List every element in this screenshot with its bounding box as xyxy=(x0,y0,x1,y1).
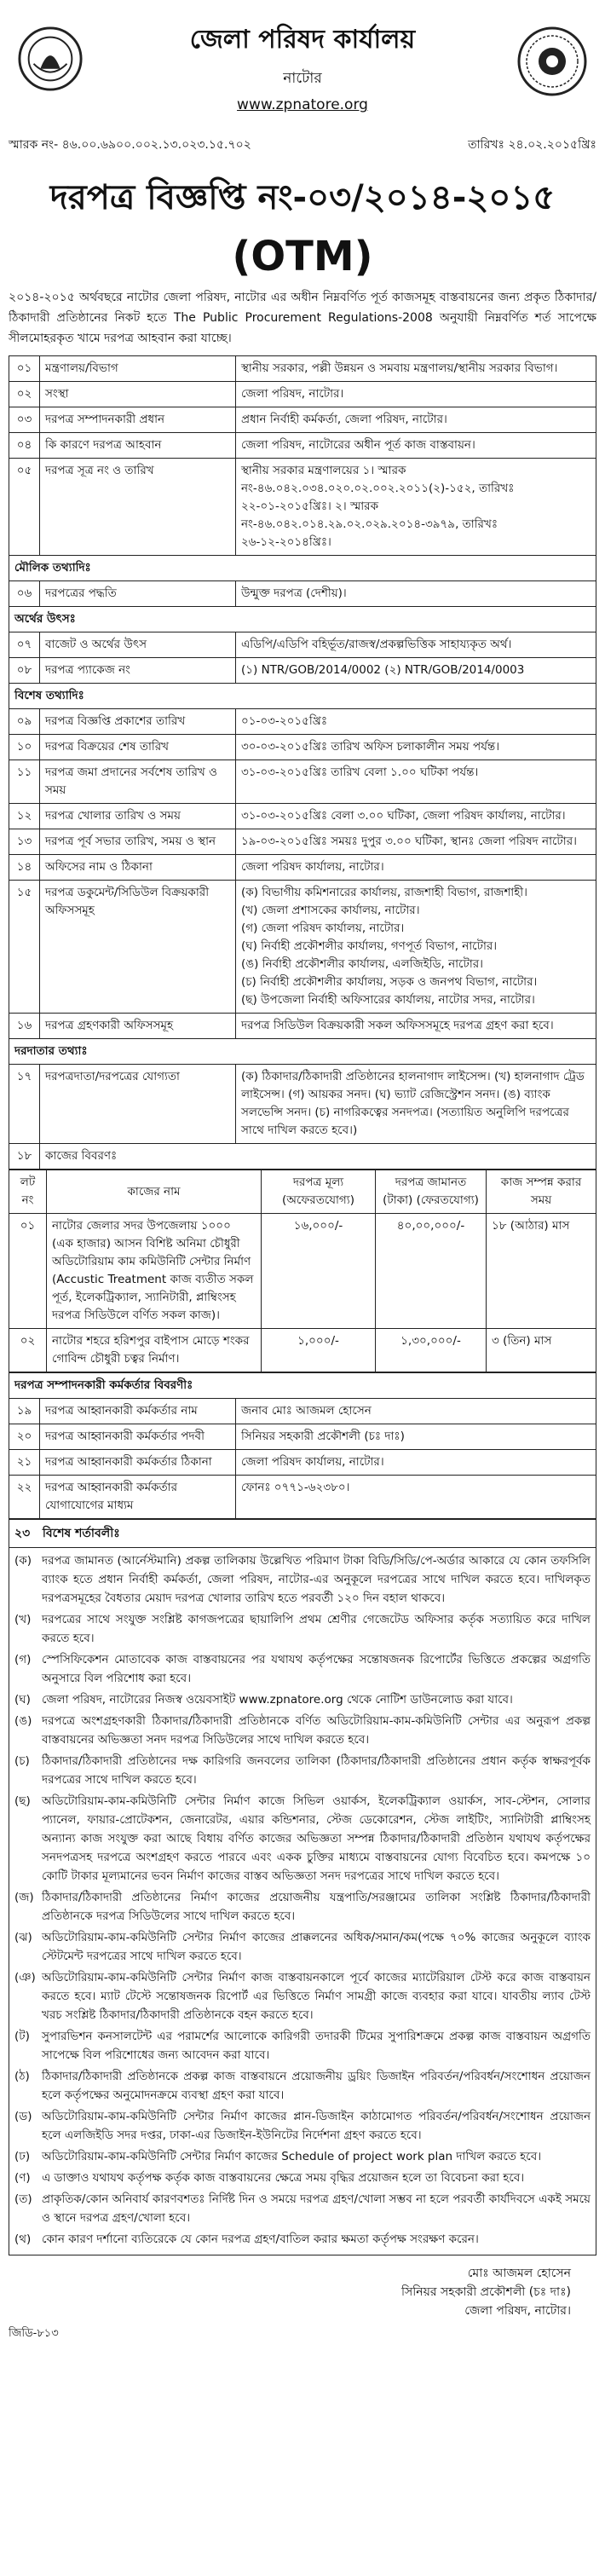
section-heading: বিশেষ তথ্যাদিঃ xyxy=(9,684,596,709)
condition-text: কোন কারণ দর্শানো ব্যতিরেকে যে কোন দরপত্র গ্রহণ/বাতিল করার ক্ষমতা কর্তৃপক্ষ সংরক্ষণ করেন। xyxy=(42,2232,479,2246)
lot-table xyxy=(9,1170,596,1372)
condition-item xyxy=(14,1752,591,1789)
notice-title: দরপত্র বিজ্ঞপ্তি নং-০৩/২০১৪-২০১৫ xyxy=(49,178,556,217)
section-heading-row xyxy=(9,1373,596,1399)
row-value: উন্মুক্ত দরপত্র (দেশীয়)। xyxy=(236,581,596,607)
condition-text: জেলা পরিষদ, নাটোরের নিজস্ব ওয়েবসাইট www.zpnatore.org থেকে নোটিশ ডাউনলোড করা যাবে। xyxy=(42,1693,513,1707)
row-number: ১৯ xyxy=(9,1399,40,1424)
condition-key: (থ) xyxy=(14,2232,32,2246)
memo-date: তারিখঃ ২৪.০২.২০১৫খ্রিঃ xyxy=(468,138,596,152)
row-value: (ক) ঠিকাদার/ঠিকাদারী প্রতিষ্ঠানের হালনাগাদ লাইসেন্স। (খ) হালনাগাদ ট্রেড লাইসেন্স। (গ) আয়কর সনদ। (ঘ) ভ্যাট রেজিস্ট্রেশন সনদ। (ঙ) ব্যাংক সলভেন্সি সনদ। (চ) নাগরিকত্বের সনদপত্র। (সত্যায়িত অনুলিপি দরপত্রের সাথে দাখিল করতে হবে।) xyxy=(236,1065,596,1144)
condition-item xyxy=(14,1690,591,1709)
condition-text: এ ডাক্তাও যথাযথ কর্তৃপক্ষ কর্তৃক কাজ বাস্তবায়নের ক্ষেত্রে সময় বৃদ্ধির প্রয়োজন হলে তা বিবেচনা করা হবে। xyxy=(42,2171,525,2185)
row-number: ১৭ xyxy=(9,1065,40,1144)
section-heading: অর্থের উৎসঃ xyxy=(9,607,596,632)
condition-key: (ঝ) xyxy=(14,1931,32,1944)
row-label: দরপত্র আহ্বানকারী কর্মকর্তার পদবী xyxy=(40,1424,236,1450)
row-value: স্থানীয় সরকার, পল্লী উন্নয়ন ও সমবায় মন্ত্রণালয়/স্থানীয় সরকার বিভাগ। xyxy=(236,356,596,382)
info-row xyxy=(9,829,596,855)
district-name: নাটোর xyxy=(283,70,322,87)
letterhead xyxy=(9,19,596,130)
lot-col-time: কাজ সম্পন্ন করার সময় xyxy=(487,1170,596,1214)
row-label: দরপত্র খোলার তারিখ ও সময় xyxy=(40,804,236,829)
row-label: দরপত্র বিক্রয়ের শেষ তারিখ xyxy=(40,735,236,760)
row-number: ০৮ xyxy=(9,658,40,684)
condition-item xyxy=(14,1551,591,1608)
row-value: ৩১-০৩-২০১৫খ্রিঃ বেলা ৩.০০ ঘটিকা, জেলা পরিষদ কার্যালয়, নাটোর। xyxy=(236,804,596,829)
office-item: (গ) জেলা পরিষদ কার্যালয়, নাটোর। xyxy=(241,921,405,935)
row-value: ০১-০৩-২০১৫খ্রিঃ xyxy=(236,709,596,735)
signatory-office: জেলা পরিষদ, নাটোর। xyxy=(464,2304,571,2318)
lot-name: নাটোর শহরে হরিশপুর বাইপাস মোড়ে শংকর গোবিন্দ চৌধুরী চত্বর নির্মাণ। xyxy=(47,1329,262,1372)
condition-item xyxy=(14,1928,591,1966)
condition-text: সুপারভিশন কনসালটেন্ট এর পরামর্শের আলোকে কারিগরী তদারকী টিমের সুপারিশক্রমে প্রকল্প কাজ বাস্তবায়ন অগ্রগতি সাপেক্ষে বিল পরিশোধের জন্য আবেদন করা যাবে। xyxy=(42,2030,591,2062)
row-label: দরপত্র আহ্বানকারী কর্মকর্তার নাম xyxy=(40,1399,236,1424)
lot-row xyxy=(9,1329,596,1372)
row-label: দরপত্র পূর্ব সভার তারিখ, সময় ও স্থান xyxy=(40,829,236,855)
footer-code: জিডি-৮১৩ xyxy=(9,2327,59,2340)
row-number: ১১ xyxy=(9,760,40,804)
info-row xyxy=(9,407,596,433)
lot-price: ১৬,০০০/- xyxy=(262,1214,376,1329)
section-heading-row xyxy=(9,556,596,581)
row-value: ফোনঃ ০৭৭১-৬২৩৮০। xyxy=(236,1476,596,1519)
lot-col-no: লট নং xyxy=(9,1170,47,1214)
condition-key: (খ) xyxy=(14,1613,32,1626)
row-label: দরপত্রের পদ্ধতি xyxy=(40,581,236,607)
section-heading-row xyxy=(9,607,596,632)
row-number: ১৪ xyxy=(9,855,40,881)
lot-security: ৪০,০০,০০০/- xyxy=(376,1214,487,1329)
office-item: (ছ) উপজেলা নির্বাহী অফিসারের কার্যালয়, নাটোর সদর, নাটোর। xyxy=(241,993,535,1007)
info-row xyxy=(9,433,596,459)
condition-item xyxy=(14,1968,591,2024)
row-label: দরপত্র জমা প্রদানের সর্বশেষ তারিখ ও সময় xyxy=(40,760,236,804)
row-value: জেলা পরিষদ কার্যালয়, নাটোর। xyxy=(236,1450,596,1476)
condition-text: অডিটোরিয়াম-কাম-কমিউনিটি সেন্টার নির্মাণ কাজের প্লান-ডিজাইন কাঠামোগত পরিবর্তন/পরিবর্ধন/সংশোধন প্রয়োজন হলে এলজিইডি সদর দপ্তর, ঢাকা-এর ডিজাইন-ইউনিটের নির্দেশনা গ্রহণ করতে হবে। xyxy=(42,2110,591,2142)
row-value: ৩০-০৩-২০১৫খ্রিঃ তারিখ অফিস চলাকালীন সময় পর্যন্ত। xyxy=(236,735,596,760)
signature-block xyxy=(9,2264,596,2320)
office-item: (ঙ) নির্বাহী প্রকৌশলীর কার্যালয়, এলজিইডি, নাটোর। xyxy=(241,957,483,971)
row-number: ১৬ xyxy=(9,1014,40,1039)
row-label: কাজের বিবরণঃ xyxy=(40,1144,596,1170)
lot-header-row xyxy=(9,1170,596,1214)
row-number: ১৮ xyxy=(9,1144,40,1170)
notice-page xyxy=(9,0,596,2343)
condition-key: (ত) xyxy=(14,2192,32,2206)
row-label: দরপত্র প্যাকেজ নং xyxy=(40,658,236,684)
info-row xyxy=(9,1476,596,1519)
row-label: দরপত্র আহ্বানকারী কর্মকর্তার যোগাযোগের মাধ্যম xyxy=(40,1476,236,1519)
condition-key: (ছ) xyxy=(14,1794,31,1808)
condition-key: (ট) xyxy=(14,2030,30,2043)
condition-text: প্রাকৃতিক/কোন অনিবার্য কারণবশতঃ নির্দিষ্ট দিন ও সময়ে দরপত্র গ্রহণ/খোলা সম্ভব না হলে পরবর্তী কার্যদিবসে একই সময়ে ও স্থানে দরপত্র গ্রহণ/খোলা হবে। xyxy=(42,2192,591,2225)
lot-time: ১৮ (আঠার) মাস xyxy=(487,1214,596,1329)
info-row xyxy=(9,1399,596,1424)
row-number: ২২ xyxy=(9,1476,40,1519)
condition-item xyxy=(14,1610,591,1648)
lot-price: ১,০০০/- xyxy=(262,1329,376,1372)
condition-item xyxy=(14,2147,591,2166)
row-number: ১২ xyxy=(9,804,40,829)
tender-info-table xyxy=(9,355,596,1170)
row-value: ১৯-০৩-২০১৫খ্রিঃ সময়ঃ দুপুর ৩.০০ ঘটিকা, স্থানঃ জেলা পরিষদ নাটোর। xyxy=(236,829,596,855)
condition-item xyxy=(14,1650,591,1688)
selling-offices xyxy=(236,881,596,1014)
condition-text: ঠিকাদার/ঠিকাদারী প্রতিষ্ঠানের নির্মাণ কাজের প্রয়োজনীয় যন্ত্রপাতি/সরঞ্জামের তালিকা সংশ্লিষ্ট ঠিকাদার/ঠিকাদারী প্রতিষ্ঠানকে দরপত্র সিডিউলের সাথে দাখিল করতে হবে। xyxy=(42,1891,591,1923)
row-label: কি কারণে দরপত্র আহবান xyxy=(40,433,236,459)
row-value: সিনিয়র সহকারী প্রকৌশলী (চঃ দাঃ) xyxy=(236,1424,596,1450)
lot-no: ০২ xyxy=(9,1329,47,1372)
info-row xyxy=(9,1424,596,1450)
info-row xyxy=(9,1144,596,1170)
conditions-title: বিশেষ শর্তাবলীঃ xyxy=(42,1527,120,1540)
row-number: ০৯ xyxy=(9,709,40,735)
row-number: ০৬ xyxy=(9,581,40,607)
condition-item xyxy=(14,2169,591,2187)
info-row xyxy=(9,581,596,607)
memo-number: স্মারক নং- ৪৬.০০.৬৯০০.০০২.১৩.০২৩.১৫.৭০২ xyxy=(9,138,251,152)
conditions-list xyxy=(9,1547,596,2255)
notice-method: (OTM) xyxy=(232,233,373,280)
condition-item xyxy=(14,2067,591,2105)
office-item: (চ) নির্বাহী প্রকৌশলীর কার্যালয়, সড়ক ও জনপথ বিভাগ, নাটোর। xyxy=(241,975,538,989)
govt-emblem-icon xyxy=(17,26,84,92)
section-heading: মৌলিক তথ্যাদিঃ xyxy=(9,556,596,581)
info-row xyxy=(9,1450,596,1476)
row-number: ১৫ xyxy=(9,881,40,1014)
row-label: বাজেট ও অর্থের উৎস xyxy=(40,632,236,658)
row-value: (১) NTR/GOB/2014/0002 (২) NTR/GOB/2014/0003 xyxy=(236,658,596,684)
row-number: ০৭ xyxy=(9,632,40,658)
row-number: ০৩ xyxy=(9,407,40,433)
condition-text: অডিটোরিয়াম-কাম-কমিউনিটি সেন্টার নির্মাণ কাজ বাস্তবায়নকালে পূর্বে কাজের ম্যাটেরিয়াল টেস্ট করে কাজ বাস্তবায়ন করতে হবে। ম্যাট টেস্টে সন্তোষজনক রিপোর্ট এর ভিত্তিতে নির্মাণ সামগ্রী কাজে ব্যবহার করা যাবে। যাবতীয় ল্যাব টেস্ট খরচ সংশ্লিষ্ট ঠিকাদার/ঠিকাদারী প্রতিষ্ঠানকে বহন করতে হবে। xyxy=(42,1971,591,2022)
officer-table xyxy=(9,1372,596,1519)
info-row xyxy=(9,382,596,407)
row-label: দরপত্র আহ্বানকারী কর্মকর্তার ঠিকানা xyxy=(40,1450,236,1476)
lot-col-price: দরপত্র মূল্য (অফেরতযোগ্য) xyxy=(262,1170,376,1214)
condition-item xyxy=(14,2027,591,2065)
row-label: দরপত্র বিজ্ঞপ্তি প্রকাশের তারিখ xyxy=(40,709,236,735)
info-row xyxy=(9,881,596,1014)
signatory-name: মোঃ আজমল হোসেন xyxy=(467,2267,571,2280)
row-value: জেলা পরিষদ, নাটোরের অধীন পূর্ত কাজ বাস্তবায়ন। xyxy=(236,433,596,459)
condition-text: দরপত্রের সাথে সংযুক্ত সংশ্লিষ্ট কাগজপত্রের ছায়ালিপি প্রথম শ্রেণীর গেজেটেড অফিসার কর্তৃক সত্যায়িত করে দাখিল করতে হবে। xyxy=(42,1613,591,1645)
lot-name: নাটোর জেলার সদর উপজেলায় ১০০০ (এক হাজার) আসন বিশিষ্ট অনিমা চৌধুরী অডিটোরিয়াম কাম কমিউনিটি সেন্টার নির্মাণ (Accustic Treatment কাজ ব্যতীত সকল পূর্ত, ইলেকট্রিক্যাল, স্যানিটারী, প্লাম্বিংসহ দরপত্র সিডিউলে বর্ণিত সকল কাজ)। xyxy=(47,1214,262,1329)
website-link[interactable]: www.zpnatore.org xyxy=(237,96,368,113)
condition-item xyxy=(14,2230,591,2249)
info-row xyxy=(9,459,596,556)
office-title: জেলা পরিষদ কার্যালয় xyxy=(189,25,416,55)
lot-security: ১,৩০,০০০/- xyxy=(376,1329,487,1372)
condition-text: স্পেসিফিকেশন মোতাবেক কাজ বাস্তবায়নের পর যথাযথ কর্তৃপক্ষের সন্তোষজনক রিপোর্টের ভিত্তিতে প্রকল্পের অগ্রগতি অনুসারে বিল পরিশোধ করা হবে। xyxy=(42,1653,591,1685)
section-heading-row xyxy=(9,1039,596,1065)
lot-row xyxy=(9,1214,596,1329)
lot-col-name: কাজের নাম xyxy=(47,1170,262,1214)
row-label: সংস্থা xyxy=(40,382,236,407)
reference-line xyxy=(9,135,596,155)
office-item: (ঘ) নির্বাহী প্রকৌশলীর কার্যালয়, গণপূর্ত বিভাগ, নাটোর। xyxy=(241,939,498,953)
condition-item xyxy=(14,2190,591,2227)
row-number: ০২ xyxy=(9,382,40,407)
condition-key: (গ) xyxy=(14,1653,32,1666)
condition-text: দরপত্রে অংশগ্রহণকারী ঠিকাদার/ঠিকাদারী প্রতিষ্ঠানকে বর্ণিত অডিটোরিয়াম-কাম-কমিউনিটি সেন্টার এর অনুরূপ প্রকল্প বাস্তবায়নের অভিজ্ঞতা সনদ দরপত্র সিডিউলের সাথে দাখিল করতে হবে। xyxy=(42,1714,591,1747)
condition-item xyxy=(14,1888,591,1926)
condition-key: (ড) xyxy=(14,2110,32,2123)
condition-item xyxy=(14,2107,591,2145)
conditions-heading xyxy=(9,1519,596,1547)
info-row xyxy=(9,709,596,735)
info-row xyxy=(9,632,596,658)
condition-key: (চ) xyxy=(14,1754,30,1768)
condition-text: ঠিকাদার/ঠিকাদারী প্রতিষ্ঠানকে প্রকল্প কাজ বাস্তবায়নে প্রয়োজনীয় ড্রয়িং ডিজাইন পরিবর্তন/পরিবর্ধন/সংশোধন প্রয়োজন হলে কর্তৃপক্ষের অনুমোদনক্রমে ব্যবস্থা গ্রহণ করা যাবে। xyxy=(42,2070,591,2102)
zila-parishad-logo-icon xyxy=(516,26,588,97)
row-label: দরপত্র সূত্র নং ও তারিখ xyxy=(40,459,236,556)
condition-key: (ঢ) xyxy=(14,2150,31,2163)
condition-key: (ঠ) xyxy=(14,2070,30,2083)
info-row xyxy=(9,356,596,382)
row-value: স্থানীয় সরকার মন্ত্রণালয়ের ১। স্মারক নং-৪৬.০৪২.০৩৪.০২০.০২.০০২.২০১১(২)-১৫২, তারিখঃ ২২-০১-২০১৫খ্রিঃ। ২। স্মারক নং-৪৬.০৪২.০১৪.২৯.০২.০২৯.২০১৪-৩৯৭৯, তারিখঃ ২৬-১২-২০১৪খ্রিঃ। xyxy=(236,459,596,556)
row-value: জেলা পরিষদ, নাটোর। xyxy=(236,382,596,407)
condition-text: ঠিকাদার/ঠিকাদারী প্রতিষ্ঠানের দক্ষ কারিগরি জনবলের তালিকা (ঠিকাদার/ঠিকাদারী প্রতিষ্ঠানের প্রধান কর্তৃক স্বাক্ষরপূর্বক দরপত্রের সাথে দাখিল করতে হবে। xyxy=(42,1754,591,1787)
condition-key: (ক) xyxy=(14,1554,32,1568)
conditions-no: ২৩ xyxy=(14,1527,31,1540)
condition-item xyxy=(14,1792,591,1886)
condition-item xyxy=(14,1712,591,1749)
row-number: ০১ xyxy=(9,356,40,382)
row-value: জেলা পরিষদ কার্যালয়, নাটোর। xyxy=(236,855,596,881)
row-number: ১৩ xyxy=(9,829,40,855)
section-heading: দরপত্র সম্পাদনকারী কর্মকর্তার বিবরণীঃ xyxy=(9,1373,596,1399)
lot-col-security: দরপত্র জামানত (টাকা) (ফেরতযোগ্য) xyxy=(376,1170,487,1214)
row-value: এডিপি/এডিপি বহির্ভূত/রাজস্ব/প্রকল্পভিত্তিক সাহায্যকৃত অর্থ। xyxy=(236,632,596,658)
office-item: (খ) জেলা প্রশাসকের কার্যালয়, নাটোর। xyxy=(241,904,420,917)
info-row xyxy=(9,855,596,881)
info-row xyxy=(9,804,596,829)
notice-intro: ২০১৪-২০১৫ অর্থবছরে নাটোর জেলা পরিষদ, নাটোর এর অধীন নিম্নবর্ণিত পূর্ত কাজসমূহ বাস্তবায়নের জন্য প্রকৃত ঠিকাদার/ঠিকাদারী প্রতিষ্ঠানের নিকট হতে The Public Procurement Regulations-2008 অনুযায়ী নিম্নবর্ণিত শর্ত সাপেক্ষে সীলমোহরকৃত খামে দরপত্র আহবান করা যাচ্ছে। xyxy=(9,291,596,345)
lot-time: ৩ (তিন) মাস xyxy=(487,1329,596,1372)
row-number: ০৪ xyxy=(9,433,40,459)
condition-key: (ঞ) xyxy=(14,1971,36,1984)
row-number: ১০ xyxy=(9,735,40,760)
info-row xyxy=(9,760,596,804)
row-label: দরপত্রদাতা/দরপত্রের যোগ্যতা xyxy=(40,1065,236,1144)
row-number: ০৫ xyxy=(9,459,40,556)
row-number: ২০ xyxy=(9,1424,40,1450)
row-label: দরপত্র সম্পাদনকারী প্রধান xyxy=(40,407,236,433)
row-value: প্রধান নির্বাহী কর্মকর্তা, জেলা পরিষদ, নাটোর। xyxy=(236,407,596,433)
row-value: জনাব মোঃ আজমল হোসেন xyxy=(236,1399,596,1424)
section-heading-row xyxy=(9,684,596,709)
condition-key: (ণ) xyxy=(14,2171,31,2185)
row-number: ২১ xyxy=(9,1450,40,1476)
row-label: অফিসের নাম ও ঠিকানা xyxy=(40,855,236,881)
lot-no: ০১ xyxy=(9,1214,47,1329)
info-row xyxy=(9,1065,596,1144)
info-row xyxy=(9,735,596,760)
row-value: দরপত্র সিডিউল বিক্রয়কারী সকল অফিসসমূহে দরপত্র গ্রহণ করা হবে। xyxy=(236,1014,596,1039)
condition-text: অডিটোরিয়াম-কাম-কমিউনিটি সেন্টার নির্মাণ কাজের প্রাক্কলনের অধিক/সমান/কম(পক্ষে ৭০% কাজের অনুকূলে ব্যাংক স্টেটমেন্ট দরপত্রের সাথে দাখিল করতে হবে। xyxy=(42,1931,591,1963)
info-row xyxy=(9,1014,596,1039)
info-row xyxy=(9,658,596,684)
office-item: (ক) বিভাগীয় কমিশনারের কার্যালয়, রাজশাহী বিভাগ, রাজশাহী। xyxy=(241,886,527,899)
row-label: দরপত্র গ্রহণকারী অফিসসমূহ xyxy=(40,1014,236,1039)
condition-text: দরপত্র জামানত (আর্নেস্টমানি) প্রকল্প তালিকায় উল্লেখিত পরিমাণ টাকা বিডি/সিডি/পে-অর্ডার আকারে যে কোন তফসিলি ব্যাংক হতে প্রধান নির্বাহী কর্মকর্তা, জেলা পরিষদ, নাটোর-এর অনুকূলে দরপত্রের সাথে দাখিল করতে হবে। দাখিলকৃত দরপত্রসমূহের বৈধতার মেয়াদ দরপত্র খোলার তারিখ হতে পরবর্তী ১২০ দিন বহাল থাকবে। xyxy=(42,1554,591,1605)
condition-key: (ঙ) xyxy=(14,1714,32,1728)
row-value: ৩১-০৩-২০১৫খ্রিঃ তারিখ বেলা ১.০০ ঘটিকা পর্যন্ত। xyxy=(236,760,596,804)
condition-key: (জ) xyxy=(14,1891,34,1904)
section-heading: দরদাতার তথ্যাঃ xyxy=(9,1039,596,1065)
row-label: দরপত্র ডকুমেন্ট/সিডিউল বিক্রয়কারী অফিসসমূহ xyxy=(40,881,236,1014)
row-label: মন্ত্রণালয়/বিভাগ xyxy=(40,356,236,382)
signatory-designation: সিনিয়র সহকারী প্রকৌশলী (চঃ দাঃ) xyxy=(401,2285,571,2299)
condition-key: (ঘ) xyxy=(14,1693,31,1707)
condition-text: অডিটোরিয়াম-কাম-কমিউনিটি সেন্টার নির্মাণ কাজে সিভিল ওয়ার্কস, ইলেকট্রিক্যাল ওয়ার্কস, সাব-স্টেশন, সোলার প্যানেল, ফায়ার-প্রোটেকশন, জেনারেটর, এয়ার কন্ডিশনার, স্টেজ ডেকোরেশন, স্টেজ লাইটিং, স্যানিটারী প্লাম্বিংসহ অন্যান্য কাজ সংযুক্ত করা আছে বিধায় বর্ণিত কাজের অভিজ্ঞতা সম্পন্ন ঠিকাদার/ঠিকাদারী প্রতিষ্ঠান যথাযথ কর্তৃপক্ষের সনদপত্রসহ দরপত্রে অংশগ্রহণ করতে পারবে এবং একক চুক্তির মাধ্যমে বাস্তবায়নের যোগ্য বিবেচিত হবে। কমপক্ষে ১০ কোটি টাকার মূল্যমানের ভবন নির্মাণ কাজের বাস্তব অভিজ্ঞতা সনদ দরপত্রের সাথে দাখিল করতে হবে। xyxy=(42,1794,591,1883)
condition-text: অডিটোরিয়াম-কাম-কমিউনিটি সেন্টার নির্মাণ কাজের Schedule of project work plan দাখিল করতে হবে। xyxy=(42,2150,542,2163)
